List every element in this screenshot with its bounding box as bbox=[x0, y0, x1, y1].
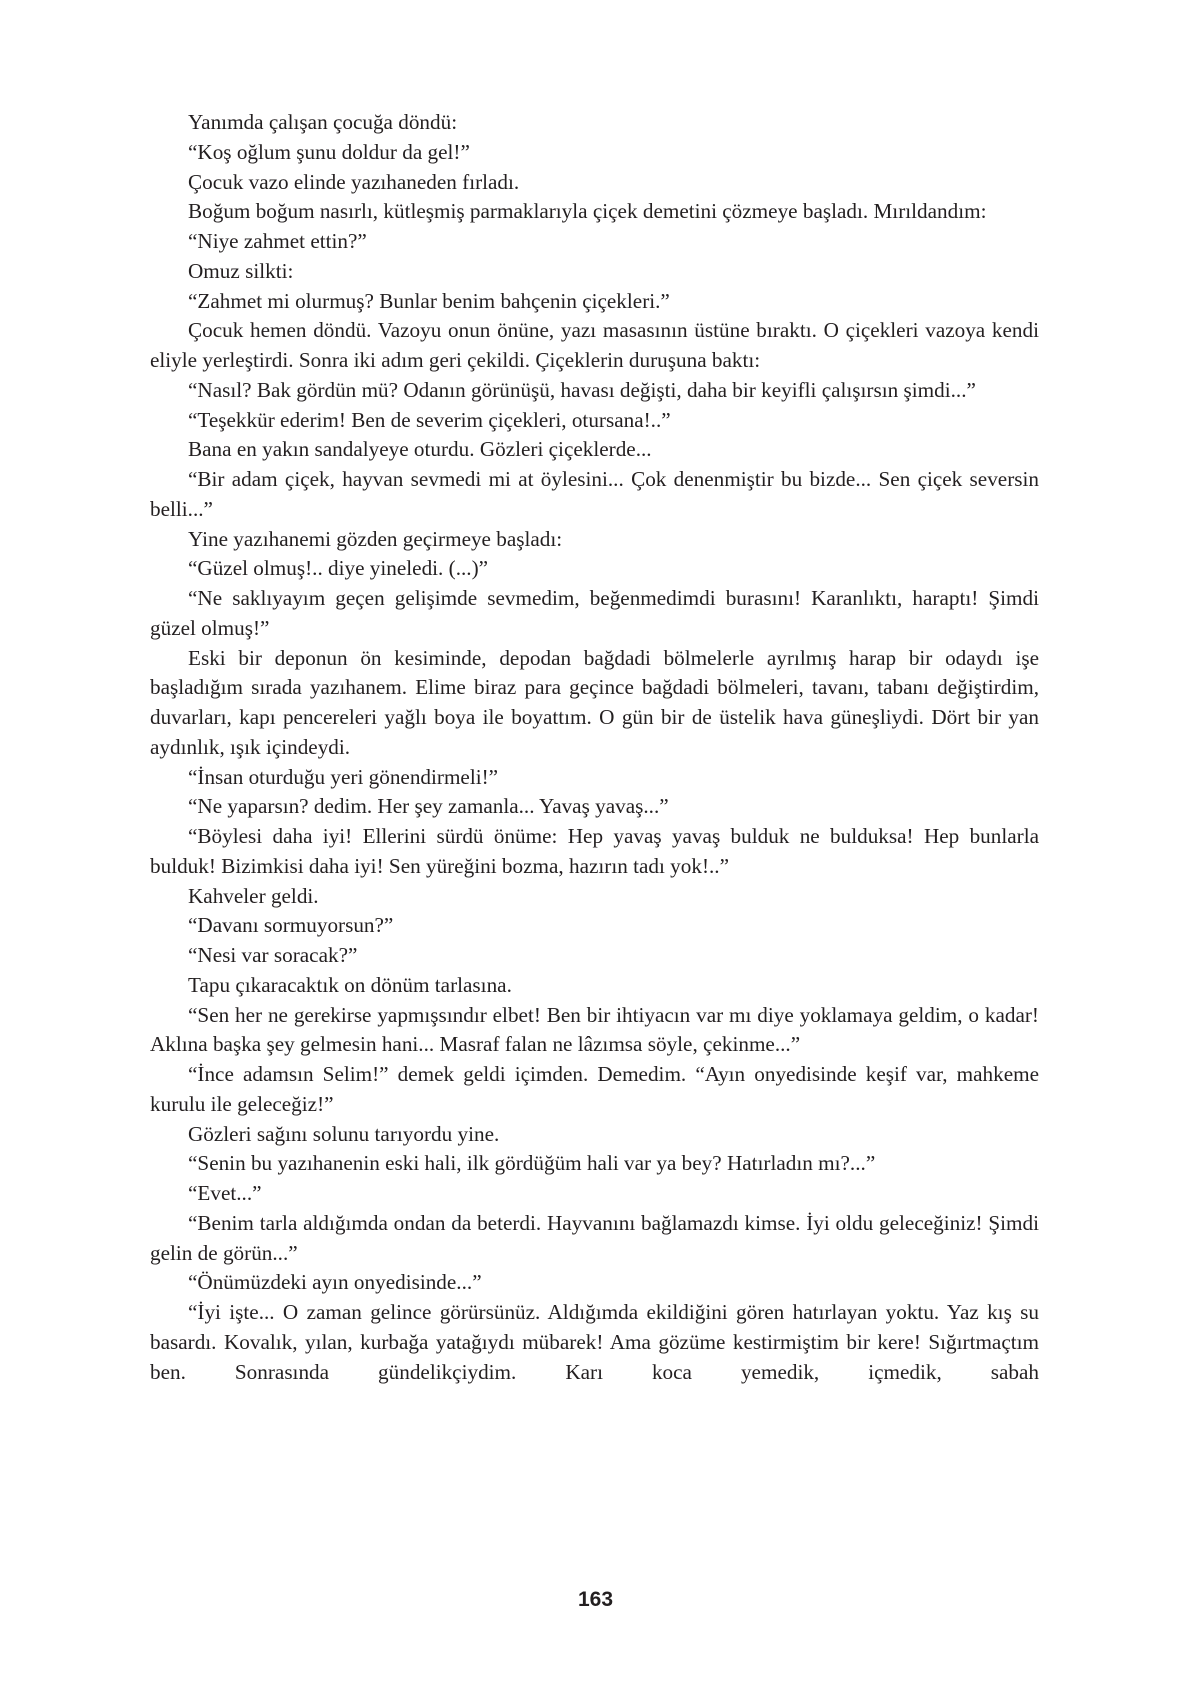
paragraph: Gözleri sağını solunu tarıyordu yine. bbox=[188, 1121, 500, 1146]
paragraph: “Böylesi daha iyi! Ellerini sürdü önüme: Hep yavaş yavaş bulduk ne bulduksa! Hep bunlarla bulduk! Bizimkisi daha iyi! Sen yüreğini bozma, hazırın tadı yok!..” bbox=[150, 824, 1039, 878]
paragraph: “Ne yaparsın? dedim. Her şey zamanla... Yavaş yavaş...” bbox=[188, 794, 669, 819]
paragraph: “Zahmet mi olurmuş? Bunlar benim bahçenin çiçekleri.” bbox=[188, 288, 670, 313]
paragraph: “Niye zahmet ettin?” bbox=[188, 229, 367, 253]
page-body bbox=[150, 108, 1039, 1387]
paragraph: Tapu çıkaracaktık on dönüm tarlasına. bbox=[188, 972, 512, 997]
paragraph: “Güzel olmuş!.. diye yineledi. (...)” bbox=[188, 556, 489, 581]
paragraph: Çocuk vazo elinde yazıhaneden fırladı. bbox=[188, 169, 520, 194]
paragraph: Bana en yakın sandalyeye oturdu. Gözleri çiçeklerde... bbox=[188, 437, 652, 462]
paragraph: “Evet...” bbox=[188, 1181, 262, 1205]
paragraph: “İnsan oturduğu yeri gönendirmeli!” bbox=[188, 764, 499, 789]
paragraph: “Senin bu yazıhanenin eski hali, ilk gördüğüm hali var ya bey? Hatırladın mı?...” bbox=[188, 1151, 876, 1176]
paragraph: “Nesi var soracak?” bbox=[188, 943, 358, 967]
page-number: 163 bbox=[577, 1588, 614, 1611]
paragraph: “Teşekkür ederim! Ben de severim çiçekleri, otursana!..” bbox=[188, 407, 671, 432]
paragraph: Boğum boğum nasırlı, kütleşmiş parmaklarıyla çiçek demetini çözmeye başladı. Mırıldandım: bbox=[188, 199, 987, 224]
paragraph: Çocuk hemen döndü. Vazoyu onun önüne, yazı masasının üstüne bıraktı. O çiçekleri vazoya kendi eliyle yerleştirdi. Sonra iki adım geri çekildi. Çiçeklerin duruşuna baktı: bbox=[150, 318, 1039, 372]
paragraph: “Önümüzdeki ayın onyedisinde...” bbox=[188, 1270, 482, 1295]
paragraph: Eski bir deponun ön kesiminde, depodan bağdadi bölmelerle ayrılmış harap bir odaydı işe başladığım sırada yazıhanem. Elime biraz para geçince bağdadi bölmeleri, tavanı, tabanı değiştirdim, duvarları, kapı pencereleri yağlı boya ile boyattım. O gün bir de üstelik hava güneşliydi. Dört bir yan aydınlık, ışık içindeydi. bbox=[150, 645, 1039, 759]
paragraph: “Bir adam çiçek, hayvan sevmedi mi at öylesini... Çok denenmiştir bu bizde... Sen çiçek seversin belli...” bbox=[150, 467, 1039, 521]
paragraph: “İnce adamsın Selim!” demek geldi içimden. Demedim. “Ayın onyedisinde keşif var, mahkeme kurulu ile geleceğiz!” bbox=[150, 1062, 1039, 1116]
paragraph: “Koş oğlum şunu doldur da gel!” bbox=[188, 139, 470, 164]
paragraph: Yine yazıhanemi gözden geçirmeye başladı: bbox=[188, 526, 563, 551]
paragraph: “Benim tarla aldığımda ondan da beterdi. Hayvanını bağlamazdı kimse. İyi oldu geleceğiniz! Şimdi gelin de görün...” bbox=[150, 1210, 1039, 1265]
paragraph: Yanımda çalışan çocuğa döndü: bbox=[188, 110, 458, 134]
paragraph: “Nasıl? Bak gördün mü? Odanın görünüşü, havası değişti, daha bir keyifli çalışırsın şimdi...” bbox=[188, 377, 976, 402]
paragraph: Kahveler geldi. bbox=[188, 883, 319, 908]
paragraph: Omuz silkti: bbox=[188, 258, 294, 283]
paragraph: “Ne saklıyayım geçen gelişimde sevmedim, beğenmedimdi burasını! Karanlıktı, haraptı! Şimdi güzel olmuş!” bbox=[150, 586, 1039, 640]
paragraph: “Davanı sormuyorsun?” bbox=[188, 913, 394, 938]
paragraph: “İyi işte... O zaman gelince görürsünüz. Aldığımda ekildiğini gören hatırlayan yoktu. Yaz kış su basardı. Kovalık, yılan, kurbağa yatağıydı mübarek! Ama gözüme kestirmiştim bir kere! Sığırtmaçtım ben. Sonrasında gündelikçiydim. Karı koca yemedik, içmedik, sabah bbox=[150, 1300, 1039, 1384]
paragraph: “Sen her ne gerekirse yapmışsındır elbet! Ben bir ihtiyacın var mı diye yoklamaya geldim, o kadar! Aklına başka şey gelmesin hani... Masraf falan ne lâzımsa söyle, çekinme...” bbox=[150, 1002, 1039, 1057]
